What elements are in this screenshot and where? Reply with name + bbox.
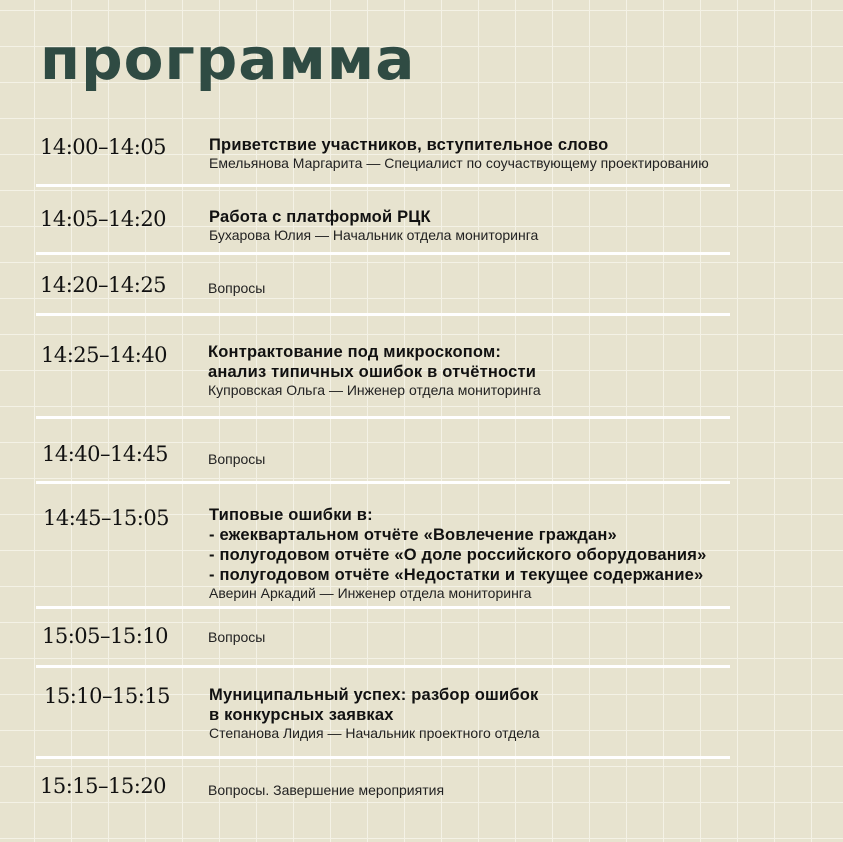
- session-topic: [208, 342, 541, 382]
- row-divider: [36, 252, 730, 255]
- schedule-item: [209, 505, 706, 602]
- topic-line: Контрактование под микроскопом:: [208, 343, 502, 361]
- topic-line: в конкурсных заявках: [209, 706, 394, 724]
- topic-line: Работа с платформой РЦК: [209, 208, 431, 226]
- topic-line: Типовые ошибки в:: [209, 506, 373, 524]
- topic-line: анализ типичных ошибок в отчётности: [208, 363, 537, 381]
- session-note: Вопросы: [208, 629, 266, 645]
- session-speaker: Степанова Лидия — Начальник проектного отдела: [209, 725, 540, 741]
- session-speaker: Купровская Ольга — Инженер отдела мониторинга: [208, 382, 541, 398]
- session-note: Вопросы: [208, 280, 266, 296]
- row-divider: [36, 184, 730, 187]
- session-topic: [209, 207, 538, 227]
- schedule-item: [209, 207, 538, 244]
- row-divider: [36, 756, 730, 759]
- schedule-time: 14:40–14:45: [42, 442, 169, 466]
- session-topic: [209, 505, 706, 585]
- schedule-time: 14:00–14:05: [40, 135, 167, 159]
- session-note: Вопросы. Завершение мероприятия: [208, 782, 445, 798]
- page-title: программа: [40, 25, 416, 93]
- session-speaker: Емельянова Маргарита — Специалист по соучаствующему проектированию: [209, 155, 709, 171]
- session-speaker: Аверин Аркадий — Инженер отдела мониторинга: [209, 585, 532, 601]
- schedule-time: 14:45–15:05: [43, 506, 170, 530]
- topic-line: - ежеквартальном отчёте «Вовлечение граждан»: [209, 526, 617, 544]
- row-divider: [36, 416, 730, 419]
- schedule-item: [209, 685, 540, 742]
- row-divider: [36, 481, 730, 484]
- schedule-item: [209, 135, 709, 172]
- topic-line: - полугодовом отчёте «Недостатки и текущее содержание»: [209, 566, 704, 584]
- session-note: Вопросы: [208, 451, 266, 467]
- session-topic: [209, 135, 709, 155]
- topic-line: Приветствие участников, вступительное слово: [209, 136, 609, 154]
- schedule-time: 14:20–14:25: [40, 273, 167, 297]
- schedule-item: [208, 342, 541, 399]
- schedule-time: 15:15–15:20: [40, 774, 167, 798]
- topic-line: - полугодовом отчёте «О доле российского оборудования»: [209, 546, 707, 564]
- schedule-time: 15:10–15:15: [44, 684, 171, 708]
- row-divider: [36, 313, 730, 316]
- session-speaker: Бухарова Юлия — Начальник отдела мониторинга: [209, 227, 539, 243]
- row-divider: [36, 665, 730, 668]
- schedule-time: 14:25–14:40: [41, 343, 168, 367]
- schedule-time: 14:05–14:20: [40, 207, 167, 231]
- session-topic: [209, 685, 540, 725]
- row-divider: [36, 606, 730, 609]
- schedule-time: 15:05–15:10: [42, 624, 169, 648]
- topic-line: Муниципальный успех: разбор ошибок: [209, 686, 539, 704]
